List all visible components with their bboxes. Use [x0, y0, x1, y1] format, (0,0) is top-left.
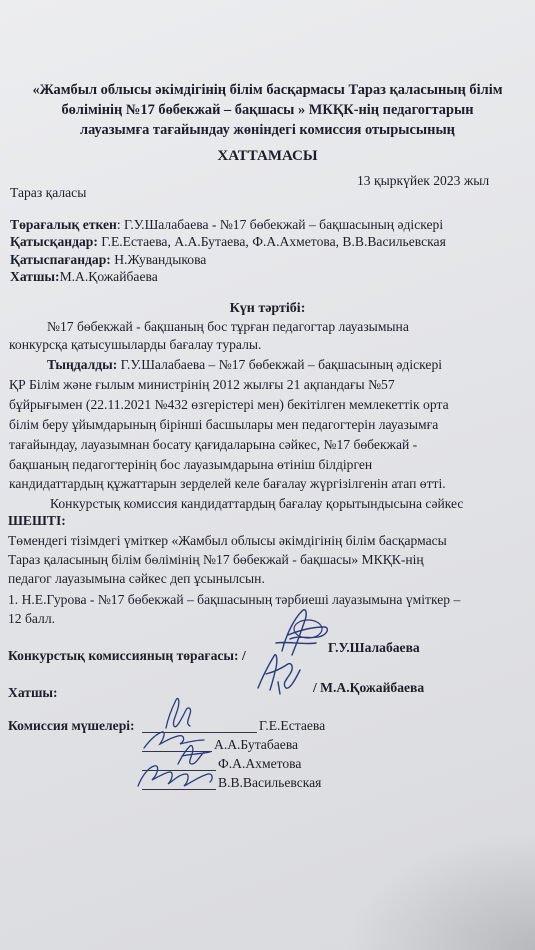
secretary-handwritten-signature: [252, 648, 312, 698]
chair-value: : Г.У.Шалабаева - №17 бөбекжай – бақшасының әдіскері: [116, 217, 444, 232]
agenda-heading: Күн тәртібі:: [229, 301, 306, 316]
heard-line-2: ҚР Білім және ғылым министрінің 2012 жылғы 21 ақпандағы №57: [9, 377, 395, 392]
document-title: ХАТТАМАСЫ: [217, 148, 318, 164]
absent-line: [10, 252, 206, 268]
date: 13 қыркүйек 2023 жыл: [357, 173, 490, 188]
header-line-3: лауазымға тағайындау жөніндегі комиссия отырысының: [80, 122, 455, 138]
chair-label: Төрағалық еткен: [10, 217, 117, 232]
chair-signature-label: Конкурстық комиссияның төрағасы: /: [8, 648, 246, 663]
present-line: [10, 234, 446, 250]
member-name-1: Г.Е.Естаева: [259, 718, 326, 733]
secretary-signature-name: / М.А.Қожайбаева: [313, 680, 425, 695]
secretary-line: [10, 269, 158, 285]
secretary-signature-label: Хатшы:: [8, 685, 58, 700]
corner-shadow: [345, 830, 535, 950]
members-label: Комиссия мүшелері:: [8, 718, 135, 733]
heard-line-5: тағайындау, лауазымнан босату қағидаларына сәйкес, №17 бөбекжай -: [9, 437, 418, 452]
present-value: Г.Е.Естаева, А.А.Бутаева, Ф.А.Ахметова, В.В.Васильевская: [97, 234, 446, 249]
header-line-1: «Жамбыл облысы әкімдігінің білім басқармасы Тараз қаласының білім: [32, 82, 503, 98]
decision-line-1: Төмендегі тізімдегі үміткер «Жамбыл облысы әкімдігінің білім басқармасы: [8, 533, 447, 548]
secretary-value: М.А.Қожайбаева: [59, 269, 158, 284]
heard-line-3: бұйрығымен (22.11.2021 №432 өзгерістері мен) бекітілген мемлекеттік орта: [9, 397, 449, 412]
decision-line-5: 12 балл.: [8, 611, 56, 626]
decision-line-3: педагог лауазымына сәйкес деп ұсынылсын.: [8, 571, 265, 586]
member-4-handwritten-signature: [134, 760, 218, 794]
heard-line-1: [47, 357, 442, 373]
agenda-line-2: конкурсқа қатысушыларды бағалау туралы.: [9, 337, 262, 352]
heard-line-1-text: Г.У.Шалабаева – №17 бөбекжай – бақшасының әдіскері: [117, 357, 443, 372]
heard-line-7: кандидаттардың құжаттарын зерделей келе бағалау жүргізілгенін атап өтті.: [9, 476, 446, 491]
heard-label: Тыңдалды:: [47, 357, 118, 372]
chair-line: [10, 217, 443, 233]
header-line-2: бөлімінің №17 бөбекжай – бақшасы » МКҚК-нің педагогтарын: [61, 102, 474, 118]
decision-line-2: Тараз қаласының білім бөлімінің №17 бөбекжай - бақшасы» МКҚК-нің: [8, 552, 424, 567]
absent-value: Н.Жувандыкова: [110, 252, 207, 267]
present-label: Қатысқандар:: [10, 234, 98, 249]
agenda-line-1: №17 бөбекжай - бақшаның бос тұрған педагогтар лауазымына: [47, 319, 409, 334]
member-name-2: А.А.Бутабаева: [214, 737, 299, 752]
member-name-3: Ф.А.Ахметова: [218, 756, 302, 771]
secretary-label: Хатшы:: [10, 269, 60, 284]
heard-line-4: білім беру ұйымдарының бірінші басшылары мен педагогтерін лауазымға: [9, 417, 439, 432]
member-name-4: В.В.Васильевская: [218, 775, 322, 790]
heard-line-6: бақшаның педагогтерінің бос лауазымдарына өтініш білдірген: [9, 457, 373, 472]
decision-line-4: 1. Н.Е.Гурова - №17 бөбекжай – бақшасының тәрбиеші лауазымына үміткер –: [8, 592, 461, 607]
place: Тараз қаласы: [10, 185, 87, 200]
absent-label: Қатыспағандар:: [10, 252, 111, 267]
decision-heading: ШЕШТІ:: [8, 513, 66, 528]
chair-signature-name: Г.У.Шалабаева: [328, 640, 420, 655]
result-line: Конкурстық комиссия кандидаттардың бағалау қорытындысына сәйкес: [50, 496, 464, 511]
